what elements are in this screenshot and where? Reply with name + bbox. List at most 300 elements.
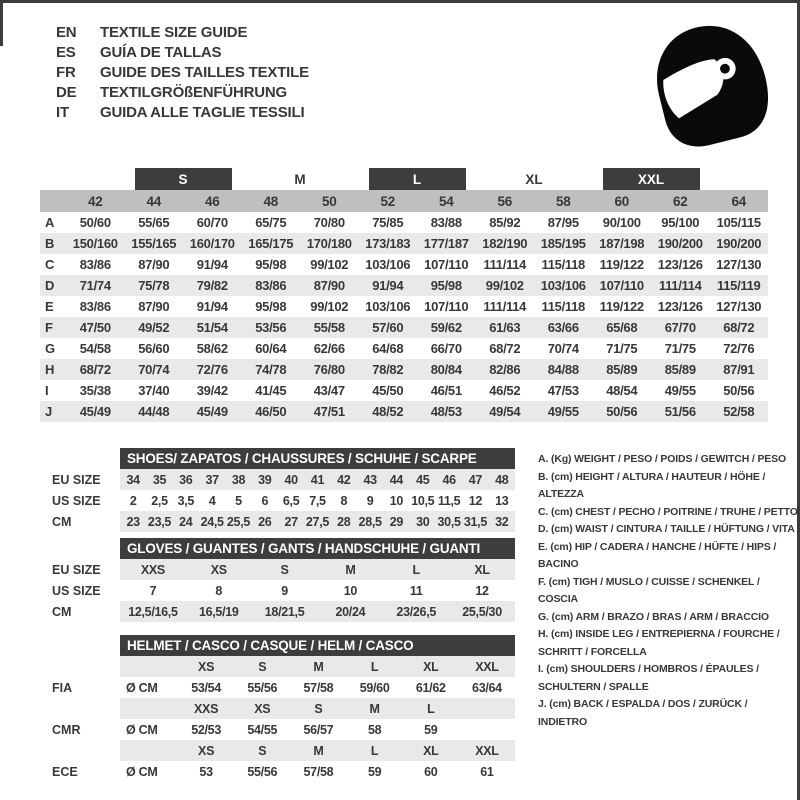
- size-value: 24: [179, 514, 193, 529]
- size-value: 50/56: [723, 383, 755, 398]
- language-code: DE: [56, 83, 77, 101]
- helmet-size-header: S: [258, 743, 267, 758]
- size-value: 40: [284, 472, 298, 487]
- size-value: 78/82: [372, 362, 404, 377]
- size-value: 47/51: [313, 404, 345, 419]
- size-value: 70/74: [138, 362, 170, 377]
- size-value: 5: [235, 493, 242, 508]
- size-value: 9: [366, 493, 374, 508]
- frame-border-top: [0, 0, 800, 3]
- helmet-size-value: 59: [367, 764, 382, 779]
- size-value: 28: [337, 514, 351, 529]
- legend-item-i: I. (cm) SHOULDERS / HOMBROS / ÉPAULES / SCHULTERN / SPALLE: [538, 663, 759, 693]
- size-value: 87/91: [723, 362, 755, 377]
- helmet-row-2: [52, 698, 515, 719]
- size-value: 12: [475, 583, 489, 598]
- row-values: [120, 559, 515, 580]
- size-value: 39: [258, 472, 272, 487]
- helmet-size-value: 59: [424, 722, 438, 737]
- helmet-size-value: 58: [367, 722, 382, 737]
- size-value: 115/118: [541, 257, 585, 272]
- size-column-header: 54: [439, 193, 454, 209]
- guide-title-it: GUIDA ALLE TAGLIE TESSILI: [100, 103, 305, 121]
- size-value: 2: [129, 493, 137, 508]
- size-value: 51/54: [196, 320, 228, 335]
- size-column-header: 60: [614, 193, 629, 209]
- size-group-s: [125, 168, 242, 190]
- size-value: M: [345, 562, 356, 577]
- row-values: [120, 740, 515, 761]
- helmet-size-header: S: [258, 659, 267, 674]
- size-value: 190/200: [716, 236, 762, 251]
- guide-title-de: TEXTILGRÖßENFÜHRUNG: [100, 83, 288, 101]
- size-value: 187/198: [599, 236, 645, 251]
- size-value: 50/56: [606, 404, 638, 419]
- size-value: 95/98: [430, 278, 462, 293]
- size-value: 27,5: [305, 514, 330, 529]
- size-value: 12: [468, 493, 483, 508]
- size-value: 24,5: [200, 514, 224, 529]
- size-value: 23: [126, 514, 140, 529]
- size-value: 123/126: [657, 257, 703, 272]
- diameter-unit-cell: Ø CM: [126, 680, 158, 695]
- size-value: 10: [343, 583, 358, 598]
- size-value: 95/98: [255, 299, 287, 314]
- size-value: 49/52: [138, 320, 170, 335]
- language-code: ES: [56, 43, 76, 61]
- size-value: 170/180: [306, 236, 352, 251]
- language-row-en: [56, 22, 309, 42]
- size-value: 46/50: [255, 404, 287, 419]
- size-value: 84/88: [547, 362, 579, 377]
- size-value: 7: [149, 583, 157, 598]
- size-value: 56/60: [138, 341, 170, 356]
- helmet-size-value: 56/57: [303, 722, 334, 737]
- size-column-header: 64: [731, 193, 746, 209]
- row-values: [120, 469, 515, 490]
- size-value: 8: [215, 583, 223, 598]
- row-letter: G: [45, 341, 56, 356]
- size-value: 43: [363, 472, 377, 487]
- size-value: 182/190: [482, 236, 528, 251]
- size-value: 107/110: [599, 278, 644, 293]
- size-value: 27: [284, 514, 298, 529]
- helmet-size-value: 60: [424, 764, 438, 779]
- helmet-size-header: L: [370, 659, 379, 674]
- shoes-title-spacer: [52, 448, 120, 469]
- size-value: 65/75: [255, 215, 287, 230]
- size-value: 48/53: [430, 404, 462, 419]
- guide-title-en: TEXTILE SIZE GUIDE: [100, 23, 248, 41]
- row-label: US SIZE: [52, 493, 101, 508]
- size-value: 105/115: [716, 215, 761, 230]
- size-value: 185/195: [540, 236, 586, 251]
- size-value: 50/60: [79, 215, 111, 230]
- language-title-list: [56, 22, 309, 122]
- racing-helmet-icon: [645, 22, 775, 149]
- size-value: 95/100: [661, 215, 700, 230]
- size-value: 62/66: [313, 341, 345, 356]
- size-value: 48/54: [606, 383, 638, 398]
- size-value: 119/122: [599, 299, 644, 314]
- size-value: 111/114: [658, 278, 702, 293]
- gloves-row-0: [52, 559, 515, 580]
- size-value: 90/100: [602, 215, 641, 230]
- size-value: 13: [495, 493, 509, 508]
- row-values: [120, 761, 515, 782]
- size-value: 3,5: [177, 493, 195, 508]
- size-value: 43/47: [313, 383, 345, 398]
- row-label: EU SIZE: [52, 472, 101, 487]
- size-value: 42: [337, 472, 351, 487]
- size-column-header: 52: [380, 193, 395, 209]
- size-value: 23,5: [147, 514, 172, 529]
- size-value: 68/72: [489, 341, 521, 356]
- helmet-size-value: 53/54: [191, 680, 221, 695]
- size-value: 12,5/16,5: [128, 604, 178, 619]
- textile-row-d: [40, 275, 768, 296]
- row-values: [120, 511, 515, 532]
- gloves-row-2: [52, 601, 515, 622]
- racing-helmet-icon-svg: [645, 22, 775, 149]
- gloves-table-title: GLOVES / GUANTES / GANTS / HANDSCHUHE / GUANTI: [120, 538, 515, 559]
- shoes-title-row: [52, 448, 515, 469]
- size-value: 38: [231, 472, 246, 487]
- size-value: 80/84: [430, 362, 462, 377]
- size-value: 103/106: [540, 278, 586, 293]
- language-code: EN: [56, 23, 77, 41]
- row-label: CM: [52, 604, 72, 619]
- size-value: 45/49: [79, 404, 111, 419]
- size-group-label: XL: [525, 171, 543, 187]
- size-group-label: M: [294, 171, 306, 187]
- size-value: 16,5/19: [198, 604, 239, 619]
- legend-item-e: E. (cm) HIP / CADERA / HANCHE / HÜFTE / HIPS / BACINO: [538, 540, 777, 570]
- size-value: 87/90: [138, 299, 170, 314]
- language-row-de: [56, 82, 309, 102]
- size-value: 31,5: [463, 514, 487, 529]
- group-row-spacer: [40, 168, 66, 190]
- standard-label: FIA: [52, 680, 73, 695]
- helmet-size-header: XXL: [475, 743, 499, 758]
- helmet-table-rows: [52, 656, 515, 782]
- language-row-es: [56, 42, 309, 62]
- helmet-size-header: L: [370, 743, 379, 758]
- size-value: XL: [474, 562, 490, 577]
- size-column-header: 46: [205, 193, 220, 209]
- helmet-row-0: [52, 656, 515, 677]
- textile-row-e: [40, 296, 768, 317]
- size-value: 11,5: [437, 493, 461, 508]
- size-value: 23/26,5: [396, 604, 437, 619]
- helmet-size-value: 52/53: [191, 722, 221, 737]
- row-values: [120, 490, 515, 511]
- size-value: 91/94: [196, 257, 228, 272]
- size-value: 8: [340, 493, 348, 508]
- size-value: 37/40: [138, 383, 170, 398]
- shoes-row-1: [52, 490, 515, 511]
- row-letter: A: [45, 215, 55, 230]
- diameter-unit-cell: Ø CM: [126, 764, 158, 779]
- gloves-size-table: [52, 538, 515, 622]
- textile-row-j: [40, 401, 768, 422]
- size-value: 47/50: [79, 320, 111, 335]
- size-value: 85/92: [489, 215, 521, 230]
- size-value: 11: [409, 583, 423, 598]
- textile-row-f: [40, 317, 768, 338]
- row-letter: H: [45, 362, 55, 377]
- frame-border-left: [0, 0, 3, 46]
- helmet-size-value: 55/56: [247, 680, 278, 695]
- gloves-title-spacer: [52, 538, 120, 559]
- size-value: 190/200: [657, 236, 703, 251]
- size-value: 115/119: [717, 278, 761, 293]
- row-letter: B: [45, 236, 55, 251]
- size-column-header: 48: [263, 193, 278, 209]
- measurement-legend: [538, 451, 798, 731]
- language-code: FR: [56, 63, 76, 81]
- size-value: 4: [208, 493, 216, 508]
- standard-label: [52, 740, 120, 761]
- row-values: [120, 698, 515, 719]
- helmet-title-spacer: [52, 635, 120, 656]
- helmet-size-value: 61: [480, 764, 494, 779]
- size-value: 48/52: [372, 404, 404, 419]
- size-value: 54/58: [79, 341, 111, 356]
- size-value: 30: [416, 514, 430, 529]
- size-value: 127/130: [716, 299, 762, 314]
- textile-row-a: [40, 212, 768, 233]
- size-group-m: [242, 168, 359, 190]
- size-value: 49/54: [489, 404, 521, 419]
- size-value: 70/74: [547, 341, 579, 356]
- size-value: 30,5: [437, 514, 461, 529]
- size-value: 95/98: [255, 257, 287, 272]
- size-value: 72/76: [723, 341, 755, 356]
- size-group-empty: [66, 168, 125, 190]
- row-letter: J: [45, 404, 53, 419]
- size-value: 53/56: [255, 320, 287, 335]
- size-number-header-row: [40, 190, 768, 212]
- size-value: 91/94: [196, 299, 228, 314]
- size-value: 155/165: [131, 236, 177, 251]
- textile-row-c: [40, 254, 768, 275]
- legend-item-g: G. (cm) ARM / BRAZO / BRAS / ARM / BRACCIO: [538, 610, 769, 623]
- size-value: 87/90: [138, 257, 170, 272]
- row-values: [120, 580, 515, 601]
- size-value: 150/160: [72, 236, 118, 251]
- size-value: 46/52: [489, 383, 521, 398]
- size-value: 7,5: [309, 493, 326, 508]
- size-value: 165/175: [248, 236, 294, 251]
- size-value: 47/53: [547, 383, 579, 398]
- size-value: 45/50: [372, 383, 404, 398]
- row-letter: F: [45, 320, 53, 335]
- size-value: 61/63: [489, 320, 521, 335]
- size-value: 49/55: [664, 383, 696, 398]
- shoes-table-rows: [52, 469, 515, 532]
- size-value: 55/58: [313, 320, 345, 335]
- size-value: 119/122: [599, 257, 644, 272]
- row-letter: C: [45, 257, 55, 272]
- row-label: EU SIZE: [52, 562, 101, 577]
- size-column-header: 42: [88, 193, 103, 209]
- size-value: 107/110: [424, 299, 469, 314]
- size-value: 48: [495, 472, 509, 487]
- shoes-row-2: [52, 511, 515, 532]
- size-value: 44: [389, 472, 404, 487]
- helmet-title-row: [52, 635, 515, 656]
- legend-item-d: D. (cm) WAIST / CINTURA / TAILLE / HÜFTUNG / VITA: [538, 523, 795, 535]
- language-code: IT: [56, 103, 69, 121]
- textile-row-b: [40, 233, 768, 254]
- helmet-size-value: 54/55: [247, 722, 278, 737]
- size-value: L: [412, 562, 420, 577]
- helmet-row-3: [52, 719, 515, 740]
- legend-item-h: H. (cm) INSIDE LEG / ENTREPIERNA / FOURCHE / SCHRITT / FORCELLA: [538, 628, 780, 658]
- legend-item-f: F. (cm) TIGH / MUSLO / CUISSE / SCHENKEL / COSCIA: [538, 575, 760, 605]
- size-column-header: 50: [322, 193, 337, 209]
- legend-item-a: A. (Kg) WEIGHT / PESO / POIDS / GEWITCH / PESO: [538, 453, 787, 465]
- helmet-size-header: XS: [198, 743, 215, 758]
- legend-item-c: C. (cm) CHEST / PECHO / POITRINE / TRUHE / PETTO: [538, 505, 798, 518]
- helmet-size-header: L: [427, 701, 435, 716]
- size-value: 60/70: [196, 215, 228, 230]
- helmet-row-1: [52, 677, 515, 698]
- size-value: 34: [126, 472, 140, 487]
- textile-row-i: [40, 380, 768, 401]
- size-value: 160/170: [189, 236, 235, 251]
- size-group-label: L: [369, 168, 466, 190]
- size-value: 177/187: [423, 236, 469, 251]
- size-value: 49/55: [547, 404, 579, 419]
- row-values: [120, 656, 515, 677]
- size-value: XS: [210, 562, 227, 577]
- size-value: 9: [281, 583, 288, 598]
- size-value: 87/90: [313, 278, 345, 293]
- size-value: 55/65: [138, 215, 170, 230]
- diameter-unit-cell: Ø CM: [126, 722, 158, 737]
- size-group-xxl: [593, 168, 710, 190]
- size-value: 46: [442, 472, 456, 487]
- row-letter: D: [45, 278, 55, 293]
- size-value: 91/94: [372, 278, 404, 293]
- size-column-header: 58: [556, 193, 571, 209]
- size-value: 25,5: [226, 514, 251, 529]
- size-value: 25,5/30: [462, 604, 502, 619]
- size-value: 59/62: [430, 320, 462, 335]
- size-value: 32: [495, 514, 509, 529]
- size-value: 35: [152, 472, 167, 487]
- size-value: 83/88: [430, 215, 462, 230]
- standard-label: [52, 698, 120, 719]
- helmet-size-header: M: [313, 659, 324, 674]
- size-group-label: XXL: [603, 168, 700, 190]
- standard-label: CMR: [52, 722, 81, 737]
- helmet-table-title: HELMET / CASCO / CASQUE / HELM / CASCO: [120, 635, 515, 656]
- size-value: 45: [416, 472, 430, 487]
- size-value: 72/76: [196, 362, 228, 377]
- size-value: 64/68: [372, 341, 404, 356]
- legend-item-b: B. (cm) HEIGHT / ALTURA / HAUTEUR / HÖHE / ALTEZZA: [538, 470, 766, 500]
- size-value: 75/78: [138, 278, 170, 293]
- size-group-row: [40, 168, 768, 190]
- row-values: [120, 677, 515, 698]
- helmet-size-header: S: [314, 701, 323, 716]
- size-value: 58/62: [196, 341, 228, 356]
- size-value: 71/74: [79, 278, 111, 293]
- size-value: 28,5: [358, 514, 382, 529]
- helmet-size-header: XXL: [475, 659, 499, 674]
- textile-row-g: [40, 338, 768, 359]
- helmet-size-table: [52, 635, 515, 782]
- standard-label: ECE: [52, 764, 78, 779]
- helmet-size-header: XS: [198, 659, 215, 674]
- size-value: 115/118: [541, 299, 585, 314]
- shoes-size-table: [52, 448, 515, 532]
- size-value: 20/24: [335, 604, 366, 619]
- size-value: 26: [258, 514, 272, 529]
- guide-title-es: GUÍA DE TALLAS: [100, 43, 222, 61]
- gloves-row-1: [52, 580, 515, 601]
- size-value: 75/85: [372, 215, 404, 230]
- size-column-header: 56: [497, 193, 512, 209]
- size-value: 47: [468, 472, 483, 487]
- size-value: 70/80: [313, 215, 345, 230]
- size-value: 52/58: [723, 404, 755, 419]
- size-value: 57/60: [372, 320, 404, 335]
- size-value: 76/80: [313, 362, 345, 377]
- size-value: 37: [205, 472, 219, 487]
- guide-title-fr: GUIDE DES TAILLES TEXTILE: [100, 63, 309, 81]
- size-value: 29: [389, 514, 404, 529]
- size-value: 71/75: [664, 341, 696, 356]
- helmet-size-value: 57/58: [303, 764, 334, 779]
- textile-size-table: [40, 168, 768, 422]
- helmet-size-value: 53: [199, 764, 213, 779]
- gloves-title-row: [52, 538, 515, 559]
- size-value: 83/86: [79, 257, 111, 272]
- helmet-size-header: M: [369, 701, 380, 716]
- size-value: 85/89: [606, 362, 638, 377]
- size-value: 173/183: [365, 236, 411, 251]
- size-value: 67/70: [664, 320, 696, 335]
- helmet-size-header: XL: [423, 659, 439, 674]
- row-letter: E: [45, 299, 54, 314]
- size-value: 111/114: [483, 257, 527, 272]
- size-group-l: [359, 168, 476, 190]
- helmet-size-value: 63/64: [472, 680, 502, 695]
- language-row-fr: [56, 62, 309, 82]
- size-value: 68/72: [79, 362, 111, 377]
- row-letter: I: [45, 383, 49, 398]
- size-value: 127/130: [716, 257, 762, 272]
- size-value: 10: [389, 493, 404, 508]
- size-value: 18/21,5: [264, 604, 305, 619]
- size-value: 123/126: [657, 299, 703, 314]
- helmet-size-value: 57/58: [303, 680, 334, 695]
- size-value: 68/72: [723, 320, 755, 335]
- size-value: 46/51: [430, 383, 462, 398]
- size-group-xl: [476, 168, 593, 190]
- helmet-size-value: 61/62: [415, 680, 446, 695]
- size-value: 10,5: [411, 493, 435, 508]
- size-value: 107/110: [424, 257, 469, 272]
- size-value: 6,5: [282, 493, 300, 508]
- size-value: 36: [179, 472, 193, 487]
- size-value: 99/102: [485, 278, 524, 293]
- size-value: 111/114: [483, 299, 527, 314]
